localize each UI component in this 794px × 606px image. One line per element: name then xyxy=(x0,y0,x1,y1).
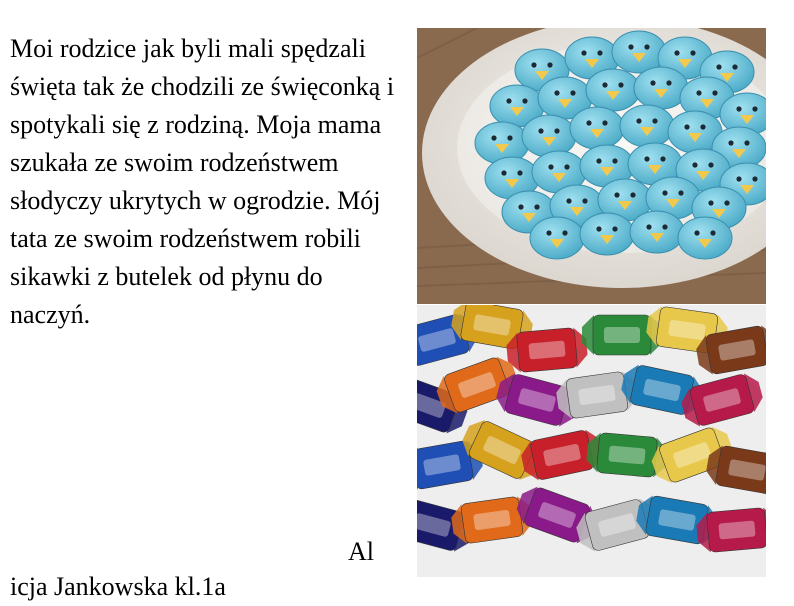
bird-candies-photo xyxy=(417,28,766,304)
story-paragraph: Moi rodzice jak byli mali spędzali święta tak że chodzili ze święconką i spotykali się z rodziną. Moja mama szukała ze swoim rodzeństwem słodyczy ukrytych w ogrodzie. Mój tata ze swoim rodzeństwem robili sikawki z butelek od płynu do naczyń. xyxy=(10,34,395,329)
story-text xyxy=(10,30,400,334)
signature-first-part: Al xyxy=(348,537,374,566)
signature-second-part: icja Jankowska kl.1a xyxy=(10,572,226,601)
wrapped-candies-photo xyxy=(417,305,766,577)
